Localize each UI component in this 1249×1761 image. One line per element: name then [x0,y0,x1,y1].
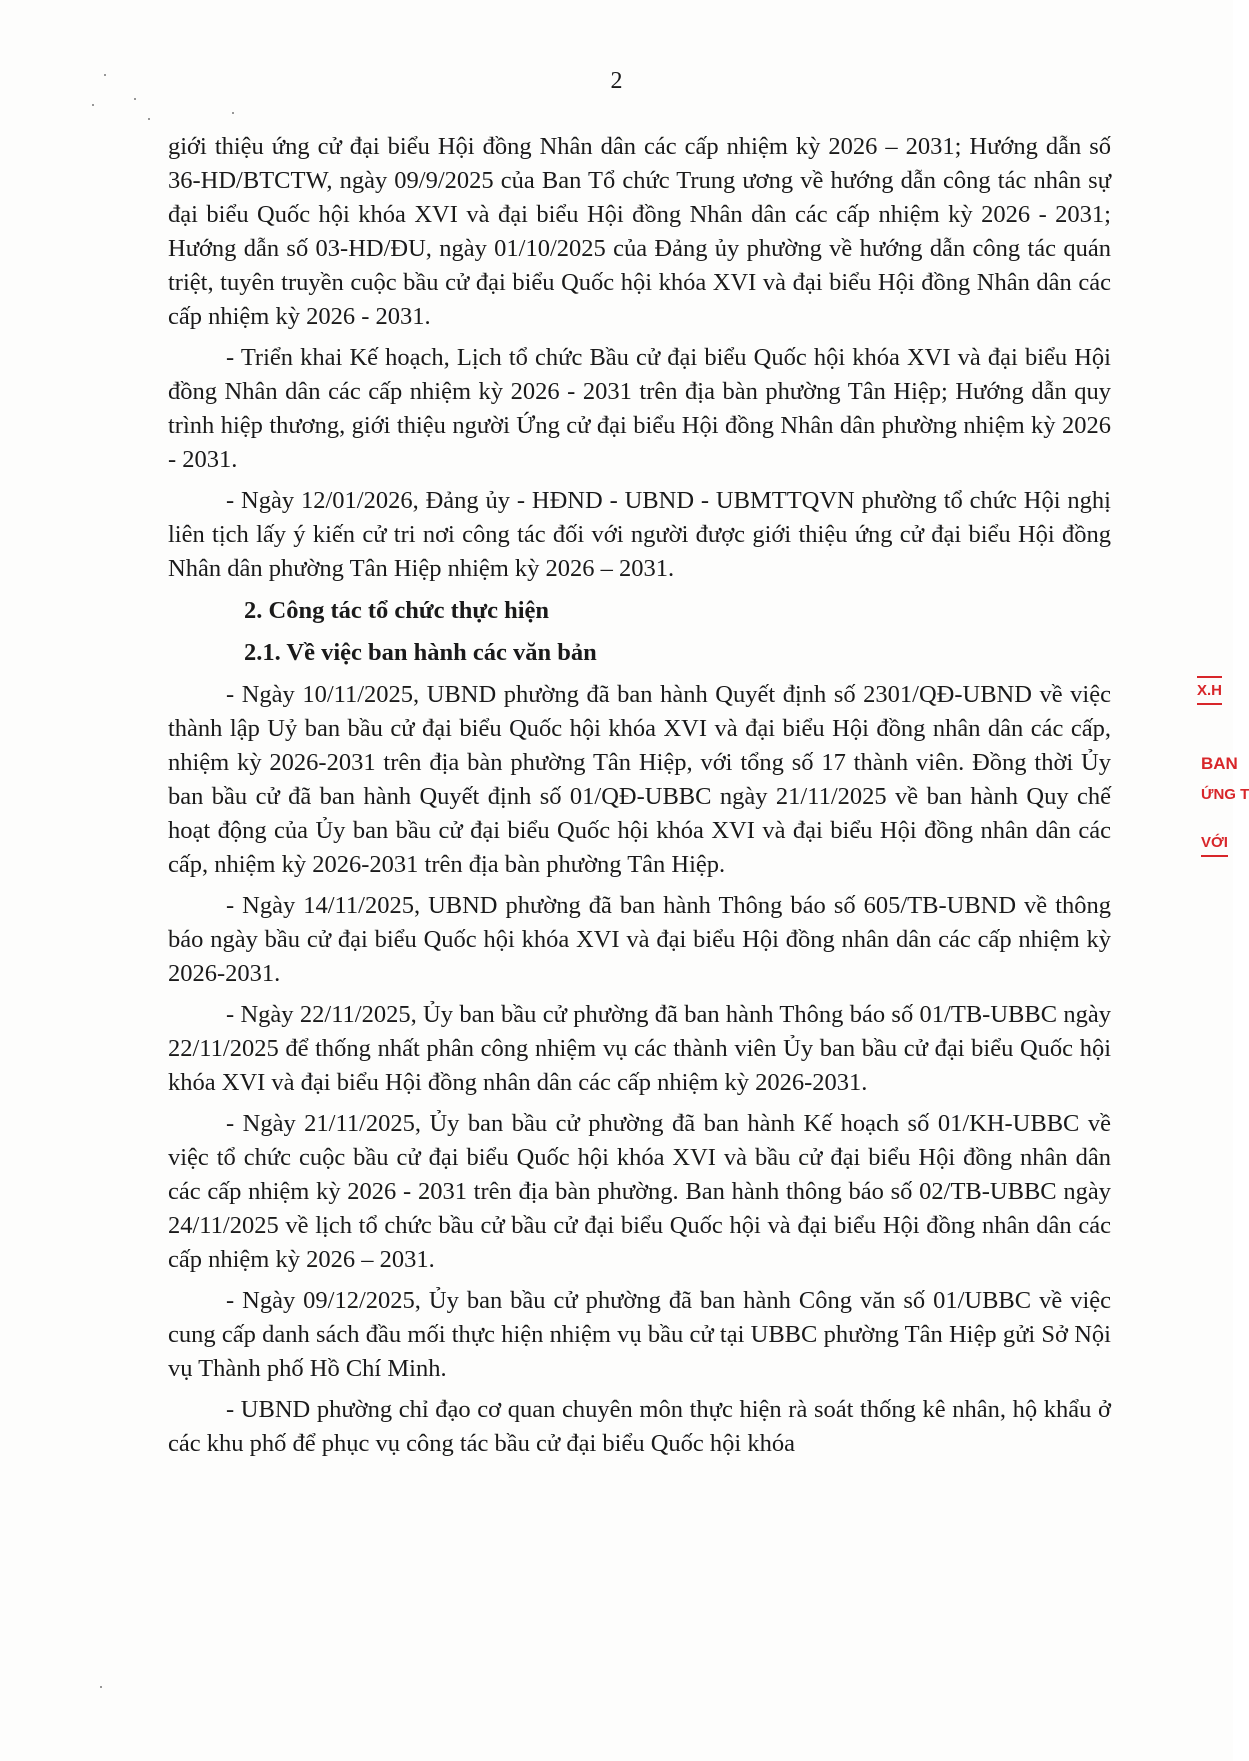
paragraph-trien-khai: - Triển khai Kế hoạch, Lịch tổ chức Bầu cử đại biểu Quốc hội khóa XVI và đại biểu Hội đồng Nhân dân các cấp nhiệm kỳ 2026 - 2031 trên địa bàn phường Tân Hiệp; Hướng dẫn quy trình hiệp thương, giới thiệu người Ứng cử đại biểu Hội đồng Nhân dân phường nhiệm kỳ 2026 - 2031. [168,344,1111,473]
subsection-heading: 2.1. Về việc ban hành các văn bản [244,639,597,666]
stamp-text-3: ỨNG T [1201,786,1249,803]
stamp-text-2: BAN [1201,754,1238,773]
paragraph-cong-van-01: - Ngày 09/12/2025, Ủy ban bầu cử phường đã ban hành Công văn số 01/UBBC về việc cung cấp danh sách đầu mối thực hiện nhiệm vụ bầu cử tại UBBC phường Tân Hiệp gửi Sở Nội vụ Thành phố Hồ Chí Minh. [168,1287,1111,1382]
red-stamp-fragment [1195,676,1249,916]
scan-speck [100,1686,102,1688]
scan-speck [134,98,136,100]
section-heading: 2. Công tác tổ chức thực hiện [244,597,550,624]
paragraph-thong-bao-01: - Ngày 22/11/2025, Ủy ban bầu cử phường đã ban hành Thông báo số 01/TB-UBBC ngày 22/11/2025 để thống nhất phân công nhiệm vụ các thành viên Ủy ban bầu cử đại biểu Quốc hội khóa XVI và đại biểu Hội đồng nhân dân các cấp nhiệm kỳ 2026-2031. [168,1001,1111,1096]
document-body [168,130,1111,1468]
paragraph-ke-hoach-01: - Ngày 21/11/2025, Ủy ban bầu cử phường đã ban hành Kế hoạch số 01/KH-UBBC về việc tổ chức cuộc bầu cử đại biểu Quốc hội khóa XVI và bầu cử đại biểu Hội đồng nhân dân các cấp nhiệm kỳ 2026 - 2031 trên địa bàn phường. Ban hành thông báo số 02/TB-UBBC ngày 24/11/2025 về lịch tổ chức bầu cử bầu cử đại biểu Quốc hội và đại biểu Hội đồng nhân dân các cấp nhiệm kỳ 2026 – 2031. [168,1110,1111,1273]
scan-speck [92,104,94,106]
paragraph-thong-bao-605: - Ngày 14/11/2025, UBND phường đã ban hành Thông báo số 605/TB-UBND về thông báo ngày bầu cử đại biểu Quốc hội khóa XVI và đại biểu Hội đồng nhân dân các cấp nhiệm kỳ 2026-2031. [168,892,1111,987]
page-number: 2 [610,68,623,94]
paragraph-quyet-dinh-2301: - Ngày 10/11/2025, UBND phường đã ban hành Quyết định số 2301/QĐ-UBND về việc thành lập Uỷ ban bầu cử đại biểu Quốc hội khóa XVI và đại biểu Hội đồng nhân dân các cấp, nhiệm kỳ 2026-2031 trên địa bàn phường Tân Hiệp, với tổng số 17 thành viên. Đồng thời Ủy ban bầu cử đã ban hành Quyết định số 01/QĐ-UBBC ngày 21/11/2025 về ban hành Quy chế hoạt động của Ủy ban bầu cử đại biểu Quốc hội khóa XVI và đại biểu Hội đồng nhân dân các cấp, nhiệm kỳ 2026-2031 trên địa bàn phường Tân Hiệp. [168,681,1111,878]
paragraph-hoi-nghi-lien-tich: - Ngày 12/01/2026, Đảng ủy - HĐND - UBND - UBMTTQVN phường tổ chức Hội nghị liên tịch lấy ý kiến cử tri nơi công tác đối với người được giới thiệu ứng cử đại biểu Hội đồng Nhân dân phường Tân Hiệp nhiệm kỳ 2026 – 2031. [168,487,1111,582]
paragraph-ra-soat: - UBND phường chỉ đạo cơ quan chuyên môn thực hiện rà soát thống kê nhân, hộ khẩu ở các khu phố để phục vụ công tác bầu cử đại biểu Quốc hội khóa [168,1396,1111,1457]
stamp-text-4: VỚI [1201,834,1228,857]
scan-speck [148,118,150,120]
scan-speck [104,74,106,76]
scan-speck [232,112,234,114]
stamp-text-1: X.H [1197,676,1222,705]
paragraph-continuation: giới thiệu ứng cử đại biểu Hội đồng Nhân dân các cấp nhiệm kỳ 2026 – 2031; Hướng dẫn số 36-HD/BTCTW, ngày 09/9/2025 của Ban Tổ chức Trung ương về hướng dẫn công tác nhân sự đại biểu Quốc hội khóa XVI và đại biểu Hội đồng Nhân dân các cấp nhiệm kỳ 2026 - 2031; Hướng dẫn số 03-HD/ĐU, ngày 01/10/2025 của Đảng ủy phường về hướng dẫn công tác quán triệt, tuyên truyền cuộc bầu cử đại biểu Quốc hội khóa XVI và đại biểu Hội đồng Nhân dân các cấp nhiệm kỳ 2026 - 2031. [168,133,1111,330]
